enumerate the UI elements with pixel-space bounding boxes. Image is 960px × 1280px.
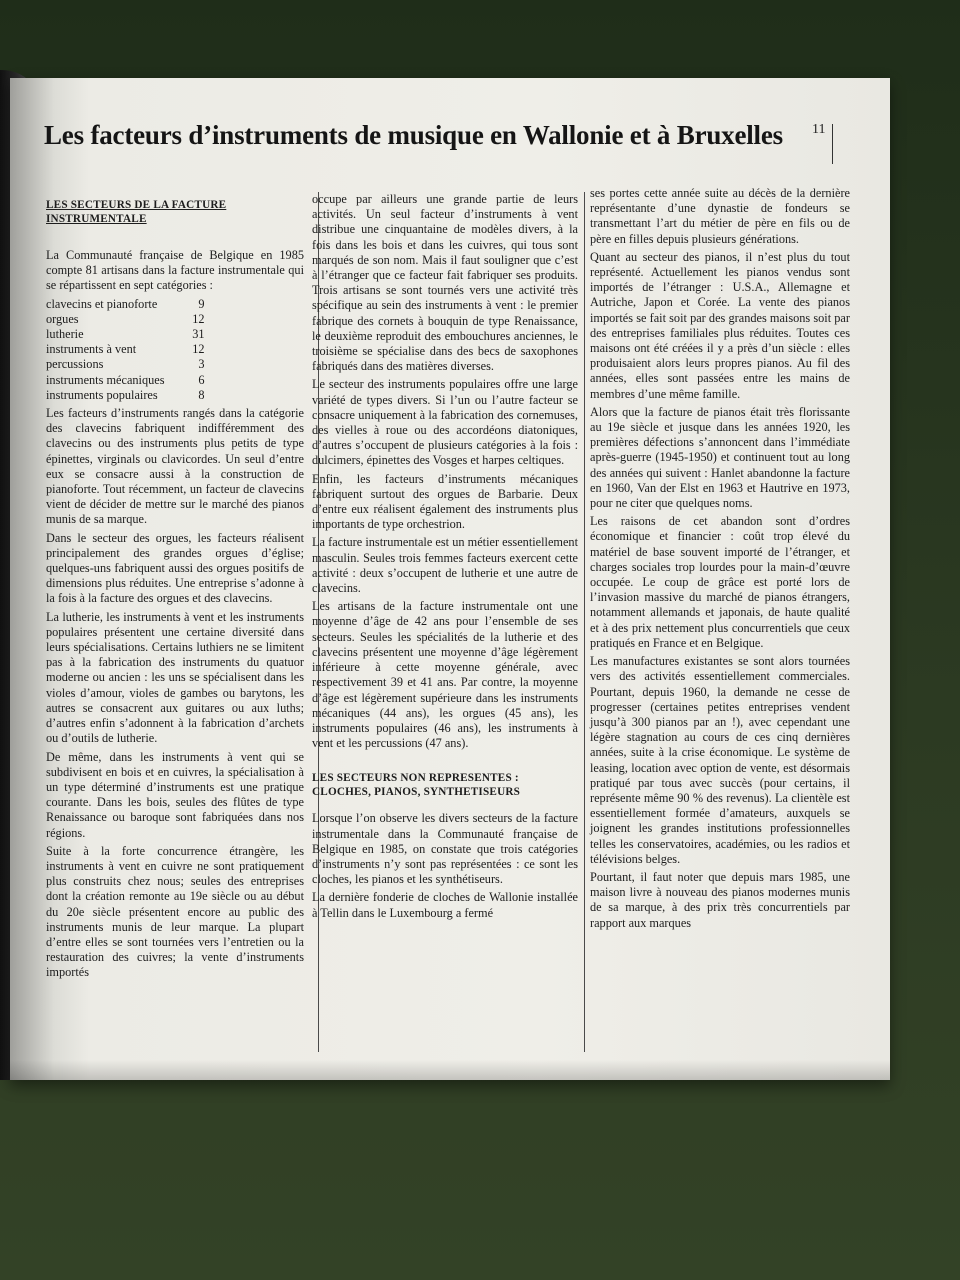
paragraph: Enfin, les facteurs d’instruments mécaniques fabriquent surtout des orgues de Barbarie. Deux d’entre eux réalisent également des instruments plus importants de type orchestrion. [312, 471, 578, 532]
paragraph: Lorsque l’on observe les divers secteurs de la facture instrumentale dans la Communauté française de Belgique en 1985, on constate que trois catégories d’instruments n’y sont pas représentées : ce sont les cloches, les pianos et les synthétiseurs. [312, 811, 578, 887]
table-row: instruments à vent 12 [46, 342, 205, 357]
paragraph: Alors que la facture de pianos était très florissante au 19e siècle et jusque dans les années 1920, les premières défections s’annoncent dans l’immédiate après-guerre (1945-1950) et continuent tout au long des années qui suivent : Hanlet abandonne la facture en 1960, Van der Elst en 1963 et Hautrive en 1973, pour ne citer que quelques noms. [590, 404, 850, 511]
column-2 [312, 192, 578, 924]
page-title: Les facteurs d’instruments de musique en Wallonie et à Bruxelles [44, 120, 783, 150]
paragraph: Les manufactures existantes se sont alors tournées vers des activités essentiellement commerciales. Pourtant, depuis 1960, la demande ne cesse de progresser (certaines petites entreprises vendent jusqu’à 300 pianos par an !), avec cependant une légère stagnation au cours de ces cinq dernières années, suite à la crise économique. Le système de leasing, location avec option de vente, est désormais pratiqué par tous avec succès (pour certains, il représente même 90 % des revenus). La clientèle est essentiellement formée d’amateurs, auxquels se joignent les grandes institutions professionnelles telles les conservatoires, académies, ou les radios et télévisions belges. [590, 654, 850, 866]
page-shadow [10, 1060, 890, 1080]
paragraph: occupe par ailleurs une grande partie de leurs activités. Un seul facteur d’instruments à vent distribue une cinquantaine de modèles divers, à la fois dans les bois et dans les cuivres, qui tous sont marqués de son nom. Mais il faut souligner que c’est à l’étranger que ce facteur fait fabriquer ses produits. Trois artisans se sont tournés vers une activité très spécifique au sein des instruments à vent : le premier fabrique des cornets à bouquin de type Renaissance, le deuxième reproduit des embouchures anciennes, le troisième se spécialise dans des becs de saxophones fabriqués dans des matières diverses. [312, 192, 578, 374]
table-row: percussions 3 [46, 357, 205, 372]
paragraph: Suite à la forte concurrence étrangère, les instruments à vent en cuivre ne sont pratiquement plus construits chez nous; seules des entreprises dont la création remonte au 19e siècle ou au début du 20e siècle présentent encore au public des instruments munis de leur marque. La plupart d’entre elles se sont tournées vers l’entretien ou la restauration des cuivres; la vente d’instruments importés [46, 843, 304, 980]
paragraph: Les raisons de cet abandon sont d’ordres économique et financier : coût trop élevé du matériel de base souvent importé de l’étranger, et charges sociales trop lourdes pour la main-d’œuvre occupée. Le coup de grâce est porté lors de l’invasion massive du marché de pianos étrangers, notamment allemands et japonais, de haute qualité et à des prix nettement plus concurrentiels que ceux pratiqués en France et en Belgique. [590, 514, 850, 650]
table-row: instruments mécaniques 6 [46, 372, 205, 387]
paragraph: Pourtant, il faut noter que depuis mars 1985, une maison livre à nouveau des pianos modernes munis de sa marque, à des prix très concurrentiels par rapport aux marques [590, 869, 850, 930]
paragraph: La lutherie, les instruments à vent et les instruments populaires présentent une certaine diversité dans leurs spécialisations. Certains luthiers ne se limitent pas à la fabrication des instruments du quatuor moderne ou ancien : les uns se spécialisent dans les violes d’amour, violes de gambes ou barytons, les autres se consacrent aux guitares ou aux luths; d’autres enfin s’adonnent à la fabrication d’archets ou d’outils de lutherie. [46, 609, 304, 746]
paragraph: La Communauté française de Belgique en 1985 compte 81 artisans dans la facture instrumentale qui se répartissent en sept catégories : [46, 248, 304, 293]
table-row: orgues 12 [46, 311, 205, 326]
column-3 [590, 186, 850, 934]
column-divider [584, 192, 585, 1052]
section-heading: LES SECTEURS DE LA FACTURE INSTRUMENTALE [46, 199, 227, 225]
table-row: lutherie 31 [46, 327, 205, 342]
section-heading: LES SECTEURS NON REPRESENTES : CLOCHES, PIANOS, SYNTHETISEURS [312, 772, 521, 799]
paragraph: Le secteur des instruments populaires offre une large variété de types divers. Si l’un ou l’autre facteur se consacre uniquement à la fabrication des cornemuses, des vielles à roue ou des accordéons diatoniques, d’autres s’occupent de plusieurs catégories à la fois : dulcimers, épinettes des Vosges et harpes celtiques. [312, 377, 578, 468]
table-row: clavecins et pianoforte 9 [46, 296, 205, 311]
table-row: instruments populaires 8 [46, 387, 205, 402]
paragraph: ses portes cette année suite au décès de la dernière représentante d’une dynastie de fondeurs se transmettant l’art du métier de père en fils ou de père en filles depuis plusieurs générations. [590, 186, 850, 246]
column-1 [46, 198, 304, 984]
title-rule [832, 124, 833, 164]
paragraph: Quant au secteur des pianos, il n’est plus du tout représenté. Actuellement les pianos vendus sont importés de l’étranger : U.S.A., Allemagne et Autriche, Japon et Corée. La vente des pianos importés se fait soit par des grandes maisons soit par des entreprises familiales plus réduites. Toutes ces maisons ont été créées il y a près d’un siècle : elles produisaient alors leurs propres pianos. Au fil des années, elles sont passées entre les mains de membres d’une même famille. [590, 249, 850, 401]
paragraph: La dernière fonderie de cloches de Wallonie installée à Tellin dans le Luxembourg a fermé [312, 890, 578, 920]
paragraph: Dans le secteur des orgues, les facteurs réalisent principalement des grandes orgues d’église; quelques-uns fabriquent aussi des orgues positifs de dimensions plus réduites. Une entreprise s’adonne à la fois à la facture des orgues et des clavecins. [46, 530, 304, 606]
paragraph: La facture instrumentale est un métier essentiellement masculin. Seules trois femmes facteurs exercent cette activité : deux s’occupent de lutherie et une autre de clavecins. [312, 535, 578, 596]
paragraph: Les artisans de la facture instrumentale ont une moyenne d’âge de 42 ans pour l’ensemble de ses secteurs. Seules les spécialités de la lutherie et des clavecins présentent une moyenne d’âge légèrement inférieure à cette moyenne générale, avec respectivement 39 et 41 ans. Par contre, la moyenne d’âge est légèrement supérieure dans les instruments mécaniques (44 ans), les orgues (45 ans), les instruments populaires (46 ans), les instruments à vent et les percussions (47 ans). [312, 599, 578, 751]
category-table [46, 297, 219, 403]
paragraph: Les facteurs d’instruments rangés dans la catégorie des clavecins fabriquent indifféremment des clavecins ou des instruments plus petits de type épinettes, virginals ou clavicordes. Un seul d’entre eux se consacre aussi à la construction de pianoforte. Tout récemment, un facteur de clavecins vient de décider de mettre sur le marché des pianos munis de sa marque. [46, 406, 304, 527]
page-number: 11 [812, 122, 826, 137]
paragraph: De même, dans les instruments à vent qui se subdivisent en bois et en cuivres, la spécialisation à un type déterminé d’instruments est une pratique courante. Dans les bois, seules des flûtes de type Renaissance ou baroque sont fabriquées dans nos régions. [46, 749, 304, 840]
